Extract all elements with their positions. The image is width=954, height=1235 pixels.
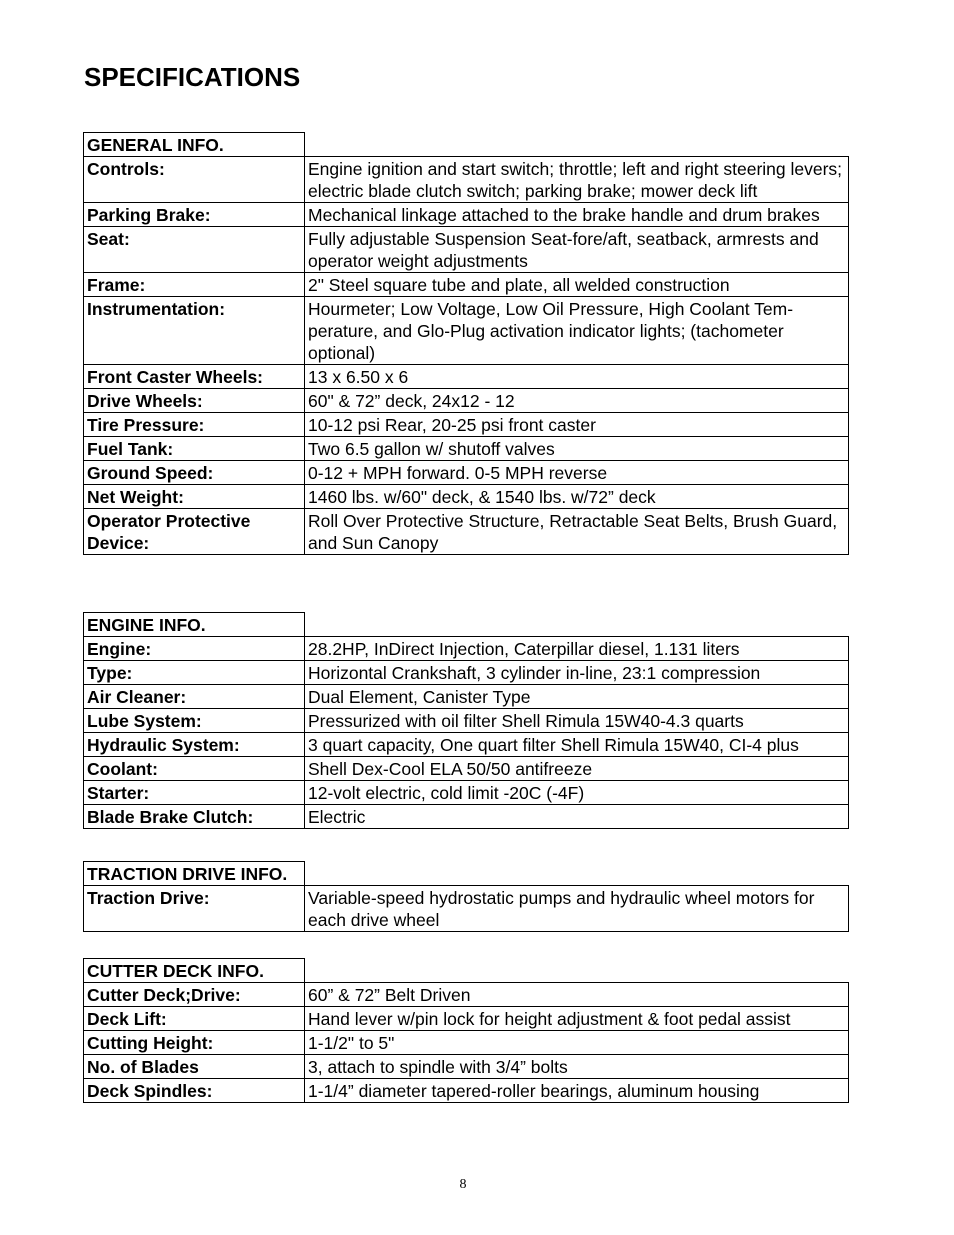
spec-label: Ground Speed:: [84, 461, 305, 485]
table-row: [84, 781, 849, 805]
spec-value: Hand lever w/pin lock for height adjustment & foot pedal assist: [305, 1007, 849, 1031]
cutter-deck-info-section: [83, 958, 849, 1103]
table-row: [84, 757, 849, 781]
spec-value: Roll Over Protective Structure, Retractable Seat Belts, Brush Guard, and Sun Canopy: [305, 509, 849, 555]
engine-info-table: [83, 612, 849, 829]
table-row: [84, 297, 849, 365]
table-row: [84, 1079, 849, 1103]
traction-drive-info-table: [83, 861, 849, 932]
spec-value: 3, attach to spindle with 3/4” bolts: [305, 1055, 849, 1079]
table-row: [84, 983, 849, 1007]
spec-label: Net Weight:: [84, 485, 305, 509]
spec-value: 10-12 psi Rear, 20-25 psi front caster: [305, 413, 849, 437]
spec-value: Hourmeter; Low Voltage, Low Oil Pressure, High Coolant Tem-perature, and Glo-Plug activation indicator lights; (tachometer optional): [305, 297, 849, 365]
engine-info-section: [83, 612, 849, 829]
spec-label: Drive Wheels:: [84, 389, 305, 413]
spec-value: 1460 lbs. w/60" deck, & 1540 lbs. w/72” deck: [305, 485, 849, 509]
spec-value: 1-1/2" to 5": [305, 1031, 849, 1055]
spec-label: Tire Pressure:: [84, 413, 305, 437]
section-heading: ENGINE INFO.: [84, 613, 305, 637]
table-row: [84, 461, 849, 485]
spec-label: Starter:: [84, 781, 305, 805]
cutter-deck-info-table: [83, 958, 849, 1103]
spec-value: Pressurized with oil filter Shell Rimula 15W40-4.3 quarts: [305, 709, 849, 733]
table-row: [84, 389, 849, 413]
spec-value: Variable-speed hydrostatic pumps and hydraulic wheel motors for each drive wheel: [305, 886, 849, 932]
section-header-row: [84, 133, 849, 157]
spec-label: No. of Blades: [84, 1055, 305, 1079]
general-info-section: [83, 132, 849, 555]
spec-value: 3 quart capacity, One quart filter Shell Rimula 15W40, CI-4 plus: [305, 733, 849, 757]
spec-value: 13 x 6.50 x 6: [305, 365, 849, 389]
spec-value: Shell Dex-Cool ELA 50/50 antifreeze: [305, 757, 849, 781]
spec-label: Seat:: [84, 227, 305, 273]
page-number: 8: [459, 1177, 467, 1192]
spec-label: Instrumentation:: [84, 297, 305, 365]
spec-label: Operator Protective Device:: [84, 509, 305, 555]
table-row: [84, 413, 849, 437]
table-row: [84, 1055, 849, 1079]
table-row: [84, 273, 849, 297]
spec-value: Engine ignition and start switch; throttle; left and right steering levers; electric blade clutch switch; parking brake; mower deck lift: [305, 157, 849, 203]
table-row: [84, 437, 849, 461]
table-row: [84, 1007, 849, 1031]
spec-label: Frame:: [84, 273, 305, 297]
spec-value: 28.2HP, InDirect Injection, Caterpillar diesel, 1.131 liters: [305, 637, 849, 661]
spec-label: Deck Lift:: [84, 1007, 305, 1031]
spec-value: 12-volt electric, cold limit -20C (-4F): [305, 781, 849, 805]
spec-label: Engine:: [84, 637, 305, 661]
table-row: [84, 661, 849, 685]
spec-label: Type:: [84, 661, 305, 685]
spec-value: 60” & 72” Belt Driven: [305, 983, 849, 1007]
spec-label: Traction Drive:: [84, 886, 305, 932]
spec-label: Coolant:: [84, 757, 305, 781]
table-row: [84, 637, 849, 661]
page-title: SPECIFICATIONS: [84, 62, 301, 92]
spec-value: 1-1/4” diameter tapered-roller bearings, aluminum housing: [305, 1079, 849, 1103]
section-heading: TRACTION DRIVE INFO.: [84, 862, 305, 886]
spec-label: Fuel Tank:: [84, 437, 305, 461]
section-heading: CUTTER DECK INFO.: [84, 959, 305, 983]
spec-value: Two 6.5 gallon w/ shutoff valves: [305, 437, 849, 461]
traction-drive-info-section: [83, 861, 849, 932]
spec-value: Horizontal Crankshaft, 3 cylinder in-line, 23:1 compression: [305, 661, 849, 685]
spec-label: Controls:: [84, 157, 305, 203]
general-info-table: [83, 132, 849, 555]
spec-value: Mechanical linkage attached to the brake handle and drum brakes: [305, 203, 849, 227]
table-row: [84, 685, 849, 709]
spec-label: Cutting Height:: [84, 1031, 305, 1055]
table-row: [84, 157, 849, 203]
table-row: [84, 805, 849, 829]
spec-label: Blade Brake Clutch:: [84, 805, 305, 829]
section-header-row: [84, 862, 849, 886]
table-row: [84, 227, 849, 273]
section-header-row: [84, 959, 849, 983]
spec-value: Dual Element, Canister Type: [305, 685, 849, 709]
spec-value: 60" & 72” deck, 24x12 - 12: [305, 389, 849, 413]
spec-label: Hydraulic System:: [84, 733, 305, 757]
table-row: [84, 733, 849, 757]
spec-value: 2" Steel square tube and plate, all welded construction: [305, 273, 849, 297]
spec-label: Front Caster Wheels:: [84, 365, 305, 389]
spec-value: 0-12 + MPH forward. 0-5 MPH reverse: [305, 461, 849, 485]
spec-value: Electric: [305, 805, 849, 829]
table-row: [84, 1031, 849, 1055]
table-row: [84, 365, 849, 389]
table-row: [84, 709, 849, 733]
spec-label: Air Cleaner:: [84, 685, 305, 709]
table-row: [84, 509, 849, 555]
spec-value: Fully adjustable Suspension Seat-fore/aft, seatback, armrests and operator weight adjustments: [305, 227, 849, 273]
table-row: [84, 485, 849, 509]
spec-label: Parking Brake:: [84, 203, 305, 227]
spec-label: Deck Spindles:: [84, 1079, 305, 1103]
spec-label: Cutter Deck;Drive:: [84, 983, 305, 1007]
section-header-row: [84, 613, 849, 637]
table-row: [84, 203, 849, 227]
section-heading: GENERAL INFO.: [84, 133, 305, 157]
table-row: [84, 886, 849, 932]
spec-label: Lube System:: [84, 709, 305, 733]
